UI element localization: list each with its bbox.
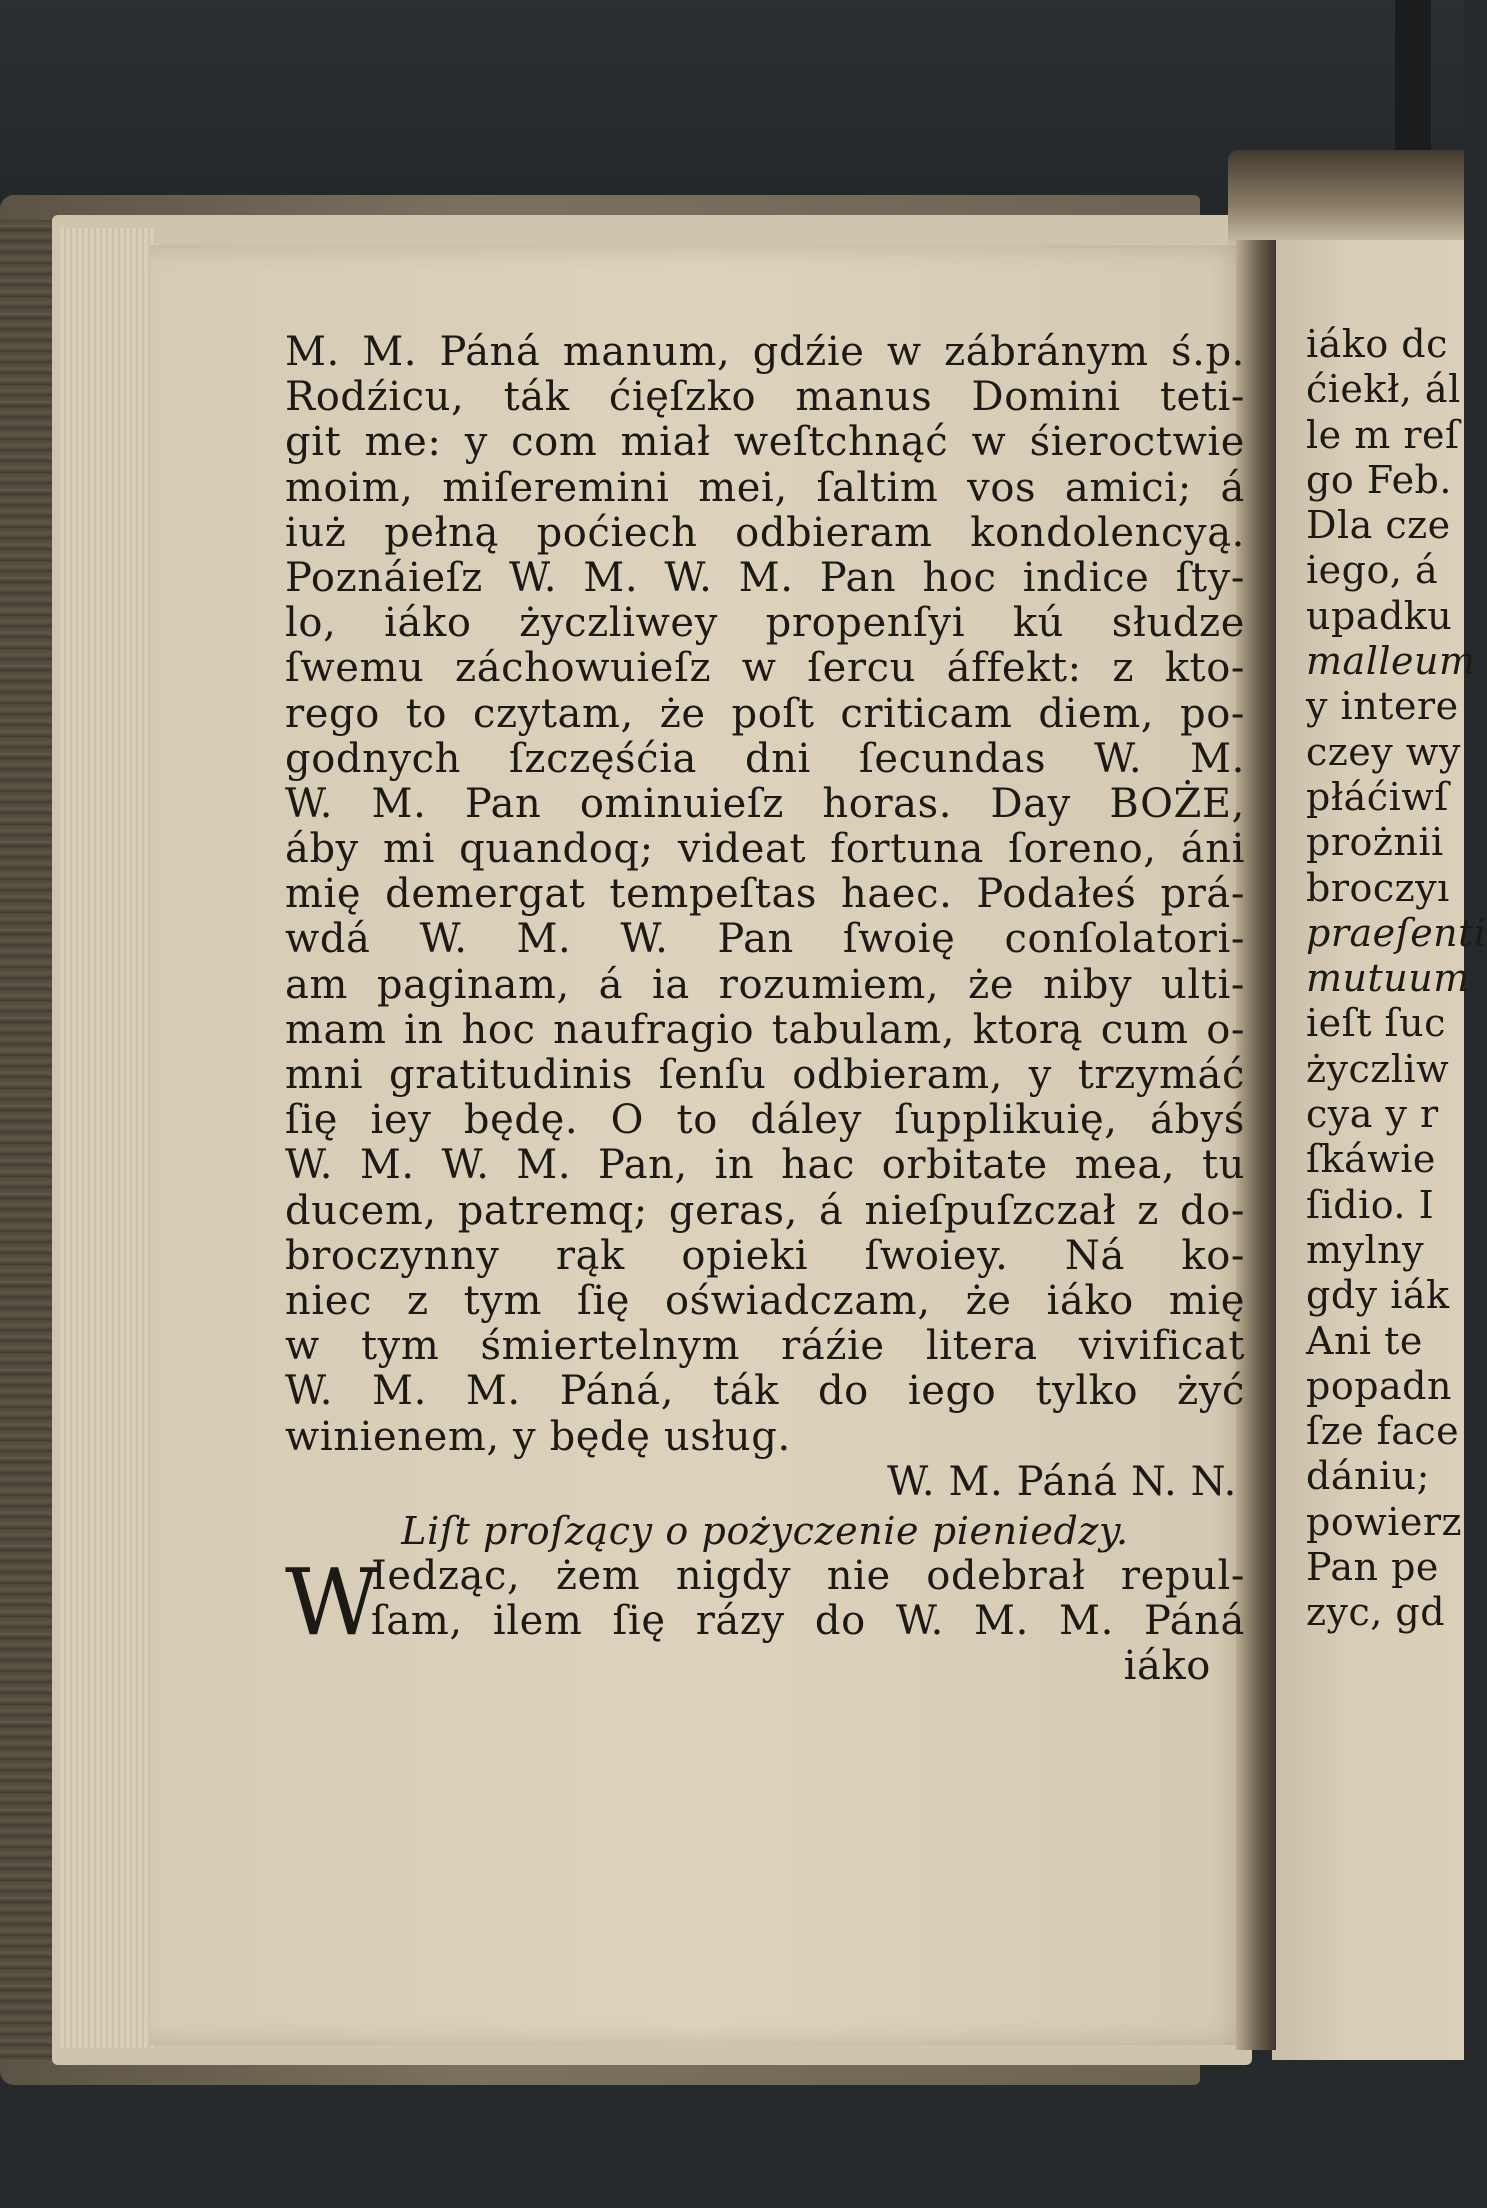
initial-letter: W	[285, 1549, 381, 1657]
text-line: ſam, ilem ſię rázy do W. M. M. Páná	[371, 1598, 1245, 1645]
text-line: broczynny rąk opieki ſwoiey. Ná ko-	[285, 1232, 1245, 1279]
letter-opening	[285, 1549, 1245, 1657]
catchword: iáko	[1123, 1643, 1211, 1690]
text-line: cya y r	[1306, 1092, 1439, 1137]
text-line: am paginam, á ia rozumiem, że niby ulti-	[285, 961, 1245, 1008]
text-line: rego to czytam, że poſt criticam diem, po-	[285, 690, 1245, 737]
text-line: Rodźicu, ták ćięſzko manus Domini teti-	[285, 374, 1245, 421]
text-line: Iedząc, żem nigdy nie odebrał repul-	[371, 1553, 1245, 1600]
text-line: godnych ſzczęśćia dni ſecundas W. M.	[285, 735, 1245, 782]
text-line: y intere	[1306, 684, 1459, 729]
text-line: życzliw	[1306, 1046, 1450, 1091]
text-line: Pan pe	[1306, 1545, 1439, 1590]
text-line: ieſt ſuc	[1306, 1001, 1446, 1046]
text-line: ſidio. I	[1306, 1182, 1435, 1227]
text-line: ſię iey będę. O to dáley ſupplikuię, ábyś	[285, 1097, 1245, 1144]
right-page-top-edge	[1228, 150, 1464, 245]
text-line: iuż pełną poćiech odbieram kondolencyą.	[285, 509, 1245, 556]
text-line: mam in hoc naufragio tabulam, ktorą cum o-	[285, 1006, 1245, 1053]
text-line: prożnii	[1306, 820, 1444, 865]
text-line: Poznáieſz W. M. W. M. Pan hoc indice ſty-	[285, 554, 1245, 601]
text-line: ſkáwie	[1306, 1137, 1436, 1182]
text-line: W. M. Pan ominuieſz horas. Day BOŻE,	[285, 780, 1245, 827]
text-line: upadku	[1306, 593, 1453, 638]
background-object	[1395, 0, 1431, 150]
text-line: iáko dc	[1306, 322, 1448, 366]
text-line: ſze face	[1306, 1409, 1460, 1454]
text-line: mutuum	[1306, 956, 1470, 1001]
text-line: ſwemu záchowuieſz w ſercu áffekt: z kto-	[285, 645, 1245, 692]
text-line: powierz	[1306, 1499, 1463, 1544]
letter-heading: Liſt proſzący o pożyczenie pieniedzy.	[401, 1508, 1129, 1553]
text-line: zyc, gd	[1306, 1590, 1446, 1635]
text-line: malleum	[1306, 639, 1476, 684]
signature: W. M. Páná N. N.	[887, 1458, 1237, 1505]
text-line: Dla cze	[1306, 503, 1451, 548]
text-line: broczyı	[1306, 865, 1450, 910]
text-line: mię demergat tempeſtas haec. Podałeś prá-	[285, 871, 1245, 918]
text-line: moim, miſeremini mei, ſaltim vos amici; á	[285, 464, 1245, 511]
text-line: lo, iáko życzliwey propenſyi kú słudze	[285, 600, 1245, 647]
right-page-text	[1306, 322, 1487, 1636]
text-line: W. M. W. M. Pan, in hac orbitate mea, tu	[285, 1142, 1245, 1189]
text-line: mylny	[1306, 1227, 1425, 1272]
text-line: iego, á	[1306, 548, 1439, 593]
text-line: git me: y com miał weſtchnąć w śieroctwie	[285, 419, 1245, 466]
text-line: w tym śmiertelnym ráźie litera vivificat	[285, 1323, 1245, 1370]
text-line: niec z tym ſię oświadczam, że iáko mię	[285, 1277, 1245, 1324]
text-line: płáćiwſ	[1306, 774, 1449, 819]
text-line: Ani te	[1306, 1318, 1423, 1363]
text-line: praeſenti	[1306, 910, 1487, 955]
text-line: le m reſ	[1306, 412, 1460, 457]
text-line: go Feb.	[1306, 457, 1452, 502]
text-line: wdá W. M. W. Pan ſwoię conſolatori-	[285, 916, 1245, 963]
text-line: ćiekł, ál	[1306, 367, 1461, 412]
text-line: gdy iák	[1306, 1273, 1450, 1318]
text-line: czey wy	[1306, 729, 1461, 774]
book-cover-edge	[0, 220, 60, 2060]
text-line: popadn	[1306, 1363, 1452, 1408]
left-page-text	[285, 330, 1245, 1690]
text-line: M. M. Páná manum, gdźie w zábránym ś.p.	[285, 329, 1245, 375]
text-line: ducem, patremq; geras, á nieſpuſzczał z do-	[285, 1187, 1245, 1234]
text-line: áby mi quandoq; videat fortuna ſoreno, áni	[285, 826, 1245, 873]
page-edges	[60, 228, 155, 2048]
text-line: dániu;	[1306, 1454, 1430, 1499]
text-line: mni gratitudinis ſenſu odbieram, y trzymáć	[285, 1052, 1245, 1098]
text-line: winienem, y będę usług.	[285, 1413, 791, 1460]
text-line: W. M. M. Páná, ták do iego tylko żyć	[285, 1368, 1245, 1415]
